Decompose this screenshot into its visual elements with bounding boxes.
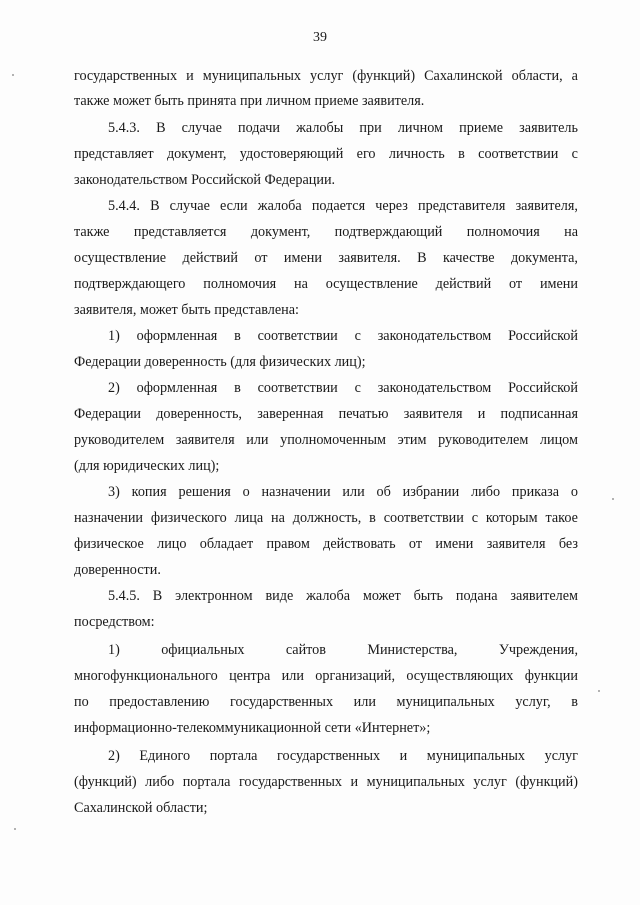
text-line: Федерации доверенность, заверенная печатью заявителя и подписанная [74,406,578,422]
text-line: 1) официальных сайтов Министерства, Учреждения, [108,642,578,658]
text-line: физическое лицо обладает правом действовать от имени заявителя без [74,536,578,552]
text-line: Федерации доверенность (для физических лиц); [74,354,366,370]
text-line: подтверждающего полномочия на осуществление действий от имени [74,276,578,292]
text-line: 5.4.3. В случае подачи жалобы при личном приеме заявитель [108,120,578,136]
text-line: (функций) либо портала государственных и муниципальных услуг (функций) [74,774,578,790]
text-line: государственных и муниципальных услуг (функций) Сахалинской области, а [74,68,578,84]
text-line: также представляется документ, подтверждающий полномочия на [74,224,578,240]
text-line: 5.4.5. В электронном виде жалоба может быть подана заявителем [108,588,578,604]
text-line: 5.4.4. В случае если жалоба подается через представителя заявителя, [108,198,578,214]
text-line: представляет документ, удостоверяющий его личность в соответствии с [74,146,578,162]
page-number: 39 [313,30,327,45]
scan-speck [598,690,600,692]
scan-speck [612,498,614,500]
text-line: информационно-телекоммуникационной сети «Интернет»; [74,720,431,736]
text-line: 2) Единого портала государственных и муниципальных услуг [108,748,578,764]
scan-speck [14,828,16,830]
text-line: Сахалинской области; [74,800,208,816]
text-line: доверенности. [74,562,161,578]
text-line: руководителем заявителя или уполномоченным этим руководителем лицом [74,432,578,448]
text-line: законодательством Российской Федерации. [74,172,336,188]
scan-speck [12,74,14,76]
text-line: 2) оформленная в соответствии с законодательством Российской [108,380,578,396]
text-line: также может быть принята при личном приеме заявителя. [74,93,425,109]
text-line: 1) оформленная в соответствии с законодательством Российской [108,328,578,344]
text-line: назначении физического лица на должность, в соответствии с которым такое [74,510,578,526]
text-line: (для юридических лиц); [74,458,220,474]
text-line: 3) копия решения о назначении или об избрании либо приказа о [108,484,578,500]
text-line: посредством: [74,614,155,630]
text-line: осуществление действий от имени заявителя. В качестве документа, [74,250,578,266]
text-line: заявителя, может быть представлена: [74,302,299,318]
text-line: по предоставлению государственных или муниципальных услуг, в [74,694,578,710]
text-line: многофункционального центра или организаций, осуществляющих функции [74,668,578,684]
